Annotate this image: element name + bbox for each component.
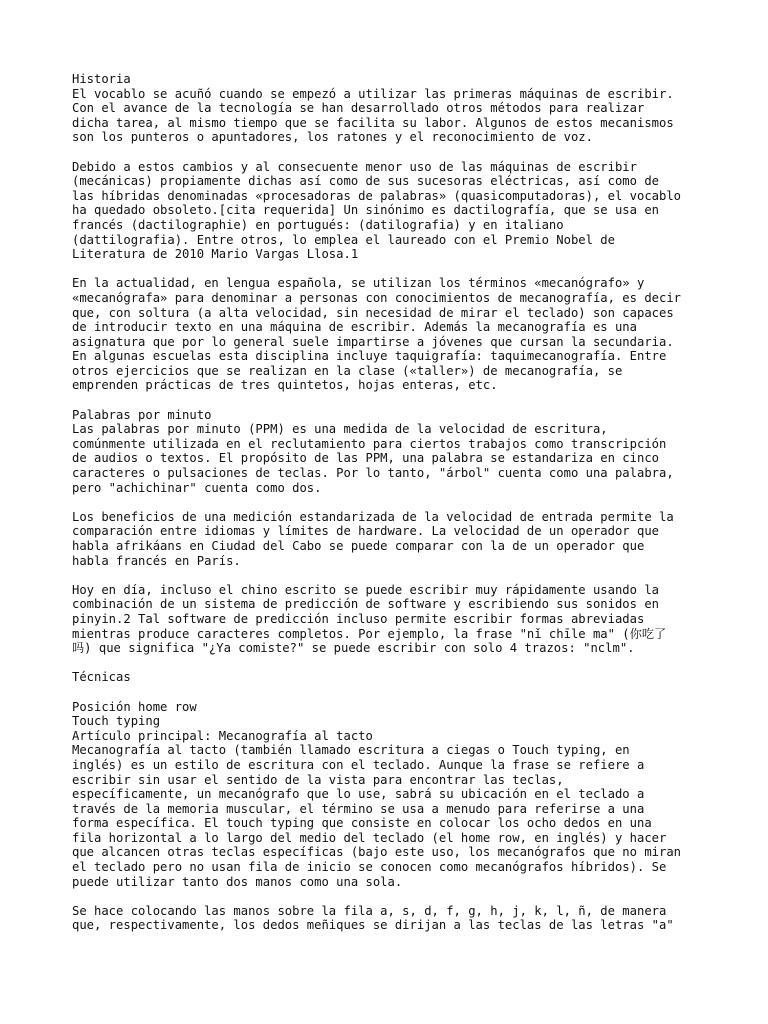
text-line: que alcancen otras teclas específicas (bajo este uso, los mecanógrafos que no miran [72, 845, 682, 860]
text-line: otros ejercicios que se realizan en la clase («taller») de mecanografía, se [72, 363, 623, 378]
paragraph [72, 72, 712, 145]
text-line: Se hace colocando las manos sobre la fila a, s, d, f, g, h, j, k, l, ñ, de manera [72, 903, 667, 918]
text-line: Literatura de 2010 Mario Vargas Llosa.1 [72, 247, 359, 262]
text-line: Palabras por minuto [72, 407, 212, 422]
text-line: de introducir texto en una máquina de escribir. Además la mecanografía es una [72, 320, 637, 335]
text-line: Los beneficios de una medición estandarizada de la velocidad de entrada permite la [72, 509, 674, 524]
text-line: Con el avance de la tecnología se han desarrollado otros métodos para realizar [72, 101, 645, 116]
document-page [72, 72, 712, 948]
text-line: caracteres o pulsaciones de teclas. Por lo tanto, "árbol" cuenta como una palabra, [72, 466, 674, 481]
text-line: comúnmente utilizada en el reclutamiento para ciertos trabajos como transcripción [72, 436, 667, 451]
text-line: específicamente, un mecanógrafo que lo use, sabrá su ubicación en el teclado a [72, 787, 645, 802]
text-line: combinación de un sistema de predicción de software y escribiendo sus sonidos en [72, 597, 659, 612]
text-line: ha quedado obsoleto.[cita requerida] Un sinónimo es dactilografía, que se usa en [72, 203, 659, 218]
text-line: que, respectivamente, los dedos meñiques se dirijan a las teclas de las letras "a" [72, 918, 674, 933]
text-line: Técnicas [72, 670, 131, 685]
text-line: (mecánicas) propiamente dichas así como de sus sucesoras eléctricas, así como de [72, 174, 659, 189]
text-line: emprenden prácticas de tres quintetos, hojas enteras, etc. [72, 378, 498, 393]
paragraph [72, 700, 712, 890]
text-line: habla francés en París. [72, 553, 241, 568]
text-line: el teclado pero no usan fila de inicio se conocen como mecanógrafos híbridos). Se [72, 860, 667, 875]
paragraph [72, 670, 712, 685]
text-line: fila horizontal a lo largo del medio del teclado (el home row, en inglés) y hacer [72, 830, 667, 845]
text-line: forma específica. El touch typing que consiste en colocar los ocho dedos en una [72, 816, 652, 831]
text-line: pinyin.2 Tal software de predicción incluso permite escribir formas abreviadas [72, 611, 645, 626]
text-line: Artículo principal: Mecanografía al tacto [72, 728, 373, 743]
text-line: comparación entre idiomas y límites de hardware. La velocidad de un operador que [72, 524, 659, 539]
text-line: Hoy en día, incluso el chino escrito se puede escribir muy rápidamente usando la [72, 582, 659, 597]
text-line: que, con soltura (a alta velocidad, sin necesidad de mirar el teclado) son capaces [72, 305, 674, 320]
text-line: Mecanografía al tacto (también llamado escritura a ciegas o Touch typing, en [72, 743, 630, 758]
text-line: 吗) que significa "¿Ya comiste?" se puede escribir con solo 4 trazos: "nclm". [72, 641, 635, 656]
text-line: Touch typing [72, 714, 161, 729]
paragraph [72, 510, 712, 568]
text-line: escribir sin usar el sentido de la vista para encontrar las teclas, [72, 772, 564, 787]
paragraph [72, 904, 712, 933]
text-line: Las palabras por minuto (PPM) es una medida de la velocidad de escritura, [72, 422, 608, 437]
text-line: «mecanógrafa» para denominar a personas con conocimientos de mecanografía, es decir [72, 290, 682, 305]
text-line: son los punteros o apuntadores, los ratones y el reconocimiento de voz. [72, 130, 593, 145]
text-line: El vocablo se acuñó cuando se empezó a utilizar las primeras máquinas de escribir. [72, 86, 674, 101]
text-line: (dattilografia). Entre otros, lo emplea el laureado con el Premio Nobel de [72, 232, 615, 247]
paragraph [72, 160, 712, 262]
text-line: dicha tarea, al mismo tiempo que se facilita su labor. Algunos de estos mecanismos [72, 115, 674, 130]
paragraph [72, 583, 712, 656]
text-line: pero "achichinar" cuenta como dos. [72, 480, 322, 495]
text-line: mientras produce caracteres completos. Por ejemplo, la frase "nǐ chīle ma" (你吃了 [72, 626, 667, 641]
text-line: través de la memoria muscular, el término se usa a menudo para referirse a una [72, 801, 645, 816]
text-line: habla afrikáans en Ciudad del Cabo se puede comparar con la de un operador que [72, 539, 645, 553]
text-line: asignatura que por lo general suele impartirse a jóvenes que cursan la secundaria. [72, 334, 674, 349]
text-line: puede utilizar tanto dos manos como una sola. [72, 874, 403, 889]
text-line: Historia [72, 72, 131, 86]
paragraph [72, 408, 712, 496]
text-line: Posición home row [72, 699, 197, 714]
text-line: En algunas escuelas esta disciplina incluye taquigrafía: taquimecanografía. Entre [72, 349, 667, 364]
text-line: las híbridas denominadas «procesadoras de palabras» (quasicomputadoras), el vocablo [72, 188, 682, 203]
text-line: inglés) es un estilo de escritura con el teclado. Aunque la frase se refiere a [72, 757, 645, 772]
text-line: de audios o textos. El propósito de las PPM, una palabra se estandariza en cinco [72, 451, 659, 466]
text-line: Debido a estos cambios y al consecuente menor uso de las máquinas de escribir [72, 159, 637, 174]
text-line: francés (dactilographie) en portugués: (datilografia) y en italiano [72, 217, 564, 232]
paragraph [72, 276, 712, 393]
text-line: En la actualidad, en lengua española, se utilizan los términos «mecanógrafo» y [72, 276, 645, 291]
